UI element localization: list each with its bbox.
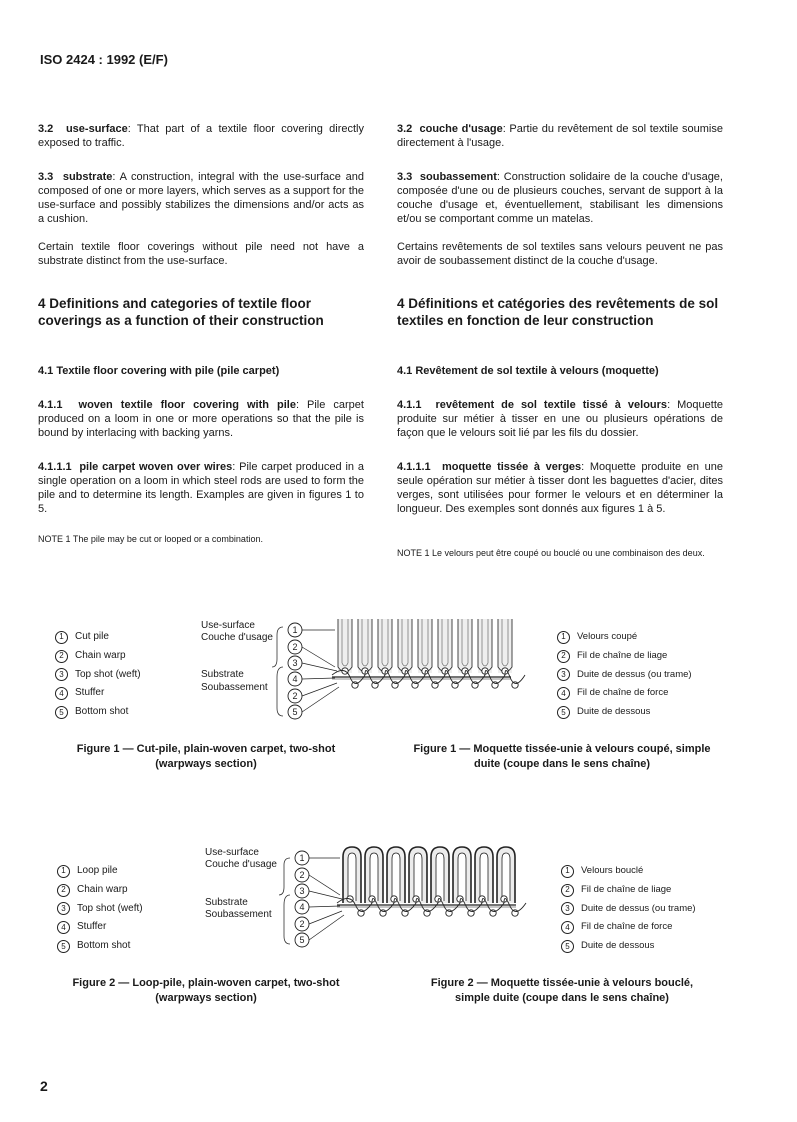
substrate-label: Substrate xyxy=(205,897,248,908)
cut-pile-tuft xyxy=(418,619,432,673)
bottom-shot-weft xyxy=(392,682,398,688)
clause-number: 3.2 xyxy=(38,123,54,135)
figure-2-caption-fr: Figure 2 — Moquette tissée-unie à velours bouclé, simple duite (coupe dans le sens chaîne) xyxy=(430,977,694,1004)
section-4-1-1-1-en xyxy=(38,460,364,516)
figure-2-legend-fr xyxy=(561,862,696,956)
loop-pile-yarn xyxy=(370,853,378,901)
bottom-shot-weft xyxy=(472,682,478,688)
legend-item xyxy=(55,666,141,685)
number-circle-icon: 4 xyxy=(557,687,570,700)
callout-number: 2 xyxy=(292,642,298,652)
leader-line xyxy=(309,911,342,924)
bottom-shot-weft xyxy=(432,682,438,688)
number-circle-icon: 4 xyxy=(55,687,68,700)
clause-number: 3.3 xyxy=(397,171,413,183)
number-circle-icon: 4 xyxy=(561,921,574,934)
legend-item xyxy=(561,862,696,881)
legend-label: Velours bouclé xyxy=(581,865,644,876)
leader-line xyxy=(302,663,337,671)
number-circle-icon: 1 xyxy=(57,865,70,878)
term: substrate xyxy=(62,171,113,183)
page-number: 2 xyxy=(40,1078,48,1094)
bracket-line xyxy=(277,667,283,716)
legend-label: Cut pile xyxy=(75,631,109,642)
legend-label: Duite de dessus (ou trame) xyxy=(581,902,696,914)
callout-number: 3 xyxy=(299,886,305,896)
paragraph: Certain textile floor coverings without pile need not have a substrate distinct from the use-surface. xyxy=(38,241,364,267)
number-circle-icon: 2 xyxy=(561,884,574,897)
leader-line xyxy=(302,678,335,679)
callout-number: 2 xyxy=(299,919,305,929)
legend-label: Fil de chaîne de force xyxy=(577,687,669,699)
clause-number: 4.1.1 xyxy=(397,399,422,411)
document-header: ISO 2424 : 1992 (E/F) xyxy=(40,52,168,67)
legend-label: Chain warp xyxy=(75,649,126,661)
legend-label: Bottom shot xyxy=(75,706,129,718)
cut-pile-tuft xyxy=(398,619,412,673)
section-4-1-1-fr xyxy=(397,398,723,440)
section-3-3-fr xyxy=(397,170,723,226)
legend-label: Fil de chaîne de liage xyxy=(581,883,672,895)
cut-pile-tuft xyxy=(478,619,492,673)
figure-2-diagram xyxy=(282,843,532,953)
definition: : Moquette produite en une seule opération sur métier à tisser dont les baguettes d'acier, dites verges, sont utilisées pour former le velours et en déterminer la longueur. Des exemples sont donnés aux figures 1 à 5. xyxy=(397,461,723,515)
legend-item xyxy=(55,628,141,647)
legend-item xyxy=(57,918,143,937)
section-3-2-en xyxy=(38,122,364,150)
figure-1-legend-en xyxy=(55,628,141,722)
legend-label: Duite de dessus (ou trame) xyxy=(577,668,692,680)
loop-pile-yarn xyxy=(502,853,510,901)
legend-item xyxy=(557,628,692,647)
legend-item xyxy=(57,862,143,881)
number-circle-icon: 5 xyxy=(561,940,574,953)
figure-2-legend-en xyxy=(57,862,143,956)
legend-label: Stuffer xyxy=(77,921,107,933)
legend-label: Fil de chaîne de liage xyxy=(577,649,668,661)
couche-label: Couche d'usage xyxy=(201,632,273,643)
legend-item xyxy=(55,703,141,722)
note-1-fr xyxy=(397,547,723,559)
legend-label: Stuffer xyxy=(75,687,105,699)
legend-item xyxy=(557,703,692,722)
term: soubassement xyxy=(419,171,497,183)
note: NOTE 1 Le velours peut être coupé ou bouclé ou une combinaison des deux. xyxy=(397,548,705,558)
leader-line xyxy=(309,891,342,899)
cut-pile-tuft xyxy=(458,619,472,673)
callout-number: 4 xyxy=(292,674,298,684)
number-circle-icon: 5 xyxy=(55,706,68,719)
number-circle-icon: 5 xyxy=(57,940,70,953)
figure-1-legend-fr xyxy=(557,628,692,722)
definition: : A construction, integral with the use-surface and composed of one or more layers, which serves as a support for the use-surface and possibly stabilizes the dimensions and/or acts as a cushion. xyxy=(38,171,364,225)
bottom-shot-weft xyxy=(512,682,518,688)
loop-pile-yarn xyxy=(458,853,466,901)
substrate-label: Substrate xyxy=(201,669,244,680)
paragraph: Certains revêtements de sol textiles sans velours peuvent ne pas avoir de soubassement distinct de la couche d'usage. xyxy=(397,241,723,267)
bottom-shot-weft xyxy=(412,682,418,688)
term: woven textile floor covering with pile xyxy=(78,399,296,411)
number-circle-icon: 3 xyxy=(557,668,570,681)
number-circle-icon: 3 xyxy=(55,668,68,681)
section-4-1-1-1-fr xyxy=(397,460,723,516)
number-circle-icon: 1 xyxy=(561,865,574,878)
loop-pile-yarn xyxy=(348,853,356,901)
loop-pile-yarn xyxy=(480,853,488,901)
legend-item xyxy=(57,937,143,956)
number-circle-icon: 1 xyxy=(55,631,68,644)
legend-label: Chain warp xyxy=(77,883,128,895)
definition: : Pile carpet produced on a loom in one or more operations so that the pile is bound by interlacing with backing yarns. xyxy=(38,399,364,439)
term: couche d'usage xyxy=(419,123,503,135)
clause-number: 4.1.1.1 xyxy=(397,461,431,473)
legend-item xyxy=(57,900,143,919)
number-circle-icon: 2 xyxy=(557,650,570,663)
callout-number: 2 xyxy=(292,691,298,701)
clause-number: 3.3 xyxy=(38,171,54,183)
number-circle-icon: 2 xyxy=(57,884,70,897)
legend-label: Duite de dessous xyxy=(581,940,655,952)
number-circle-icon: 3 xyxy=(561,902,574,915)
clause-number: 4.1.1.1 xyxy=(38,461,72,473)
section-4-1-heading-en: 4.1 Textile floor covering with pile (pile carpet) xyxy=(38,365,280,377)
legend-item xyxy=(557,647,692,666)
figure-1-caption-en: Figure 1 — Cut-pile, plain-woven carpet, two-shot (warpways section) xyxy=(76,743,336,770)
legend-item xyxy=(561,918,696,937)
section-4-heading-fr: 4 Définitions et catégories des revêtements de sol textiles en fonction de leur construction xyxy=(397,296,719,328)
callout-number: 5 xyxy=(292,707,298,717)
bottom-shot-weft xyxy=(372,682,378,688)
legend-label: Velours coupé xyxy=(577,631,638,642)
definition: : Construction solidaire de la couche d'usage, composée d'une ou de plusieurs couches, servant de support à la couche d'usage et, éventuellement, stabilisant les dimensions et/ou se comportant comme un matelas. xyxy=(397,171,723,225)
loop-pile-yarn xyxy=(414,853,422,901)
couche-label: Couche d'usage xyxy=(205,859,277,870)
figure-2-caption-en: Figure 2 — Loop-pile, plain-woven carpet, two-shot (warpways section) xyxy=(72,977,340,1004)
loop-pile-yarn xyxy=(436,853,444,901)
cut-pile-tuft xyxy=(498,619,512,673)
bottom-shot-weft xyxy=(352,682,358,688)
term: use-surface xyxy=(65,123,128,135)
cut-pile-tuft xyxy=(438,619,452,673)
number-circle-icon: 5 xyxy=(557,706,570,719)
section-4-1-heading-fr: 4.1 Revêtement de sol textile à velours (moquette) xyxy=(397,365,659,377)
soubassement-label: Soubassement xyxy=(205,909,272,920)
use-surface-label: Use-surface xyxy=(201,620,255,631)
legend-label: Top shot (weft) xyxy=(77,902,143,914)
cut-pile-tuft xyxy=(338,619,352,673)
use-surface-label: Use-surface xyxy=(205,847,259,858)
leader-line xyxy=(302,687,339,712)
callout-number: 1 xyxy=(292,625,298,635)
cut-pile-tuft xyxy=(358,619,372,673)
clause-number: 3.2 xyxy=(397,123,413,135)
definition: : Moquette produite sur métier à tisser en une ou plusieurs opérations de façon que le velours soit lié par les fils du dossier. xyxy=(397,399,723,439)
legend-label: Loop pile xyxy=(77,865,118,876)
legend-label: Duite de dessous xyxy=(577,706,651,718)
legend-item xyxy=(561,900,696,919)
number-circle-icon: 1 xyxy=(557,631,570,644)
leader-line xyxy=(302,683,337,696)
figure-1-caption-fr: Figure 1 — Moquette tissée-unie à velours coupé, simple duite (coupe dans le sens chaîne) xyxy=(413,743,711,770)
figure-1-diagram xyxy=(275,615,525,725)
legend-item xyxy=(561,937,696,956)
legend-label: Top shot (weft) xyxy=(75,668,141,680)
number-circle-icon: 4 xyxy=(57,921,70,934)
loop-pile-yarn xyxy=(392,853,400,901)
legend-item xyxy=(561,881,696,900)
definition: : That part of a textile floor covering directly exposed to traffic. xyxy=(38,123,364,149)
legend-label: Fil de chaîne de force xyxy=(581,921,673,933)
callout-number: 1 xyxy=(299,853,305,863)
term: moquette tissée à verges xyxy=(441,461,582,473)
note: NOTE 1 The pile may be cut or looped or a combination. xyxy=(38,534,263,544)
section-3-3-para-en xyxy=(38,240,364,268)
number-circle-icon: 3 xyxy=(57,902,70,915)
section-3-2-fr xyxy=(397,122,723,150)
legend-item xyxy=(557,666,692,685)
legend-item xyxy=(57,881,143,900)
callout-number: 5 xyxy=(299,935,305,945)
section-4-heading-en: 4 Definitions and categories of textile floor coverings as a function of their construction xyxy=(38,296,324,328)
section-3-3-para-fr xyxy=(397,240,723,268)
callout-number: 2 xyxy=(299,870,305,880)
section-3-3-en xyxy=(38,170,364,226)
cut-pile-tuft xyxy=(378,619,392,673)
clause-number: 4.1.1 xyxy=(38,399,63,411)
legend-item xyxy=(55,647,141,666)
leader-line xyxy=(309,915,344,940)
legend-label: Bottom shot xyxy=(77,940,131,952)
term: revêtement de sol textile tissé à velours xyxy=(435,399,668,411)
bracket-line xyxy=(272,627,283,667)
callout-number: 3 xyxy=(292,658,298,668)
callout-number: 4 xyxy=(299,902,305,912)
leader-line xyxy=(309,906,340,907)
legend-item xyxy=(557,684,692,703)
bracket-line xyxy=(279,858,290,895)
definition: : Partie du revêtement de sol textile soumise directement à l'usage. xyxy=(397,123,723,149)
bracket-line xyxy=(284,895,290,944)
section-4-1-1-en xyxy=(38,398,364,440)
legend-item xyxy=(55,684,141,703)
note-1-en xyxy=(38,533,364,545)
definition: : Pile carpet produced in a single operation on a loom in which steel rods are used to form the pile and to determine its length. Examples are given in figures 1 to 5. xyxy=(38,461,364,515)
bottom-shot-weft xyxy=(452,682,458,688)
soubassement-label: Soubassement xyxy=(201,682,268,693)
bottom-shot-weft xyxy=(492,682,498,688)
number-circle-icon: 2 xyxy=(55,650,68,663)
term: pile carpet woven over wires xyxy=(79,461,233,473)
